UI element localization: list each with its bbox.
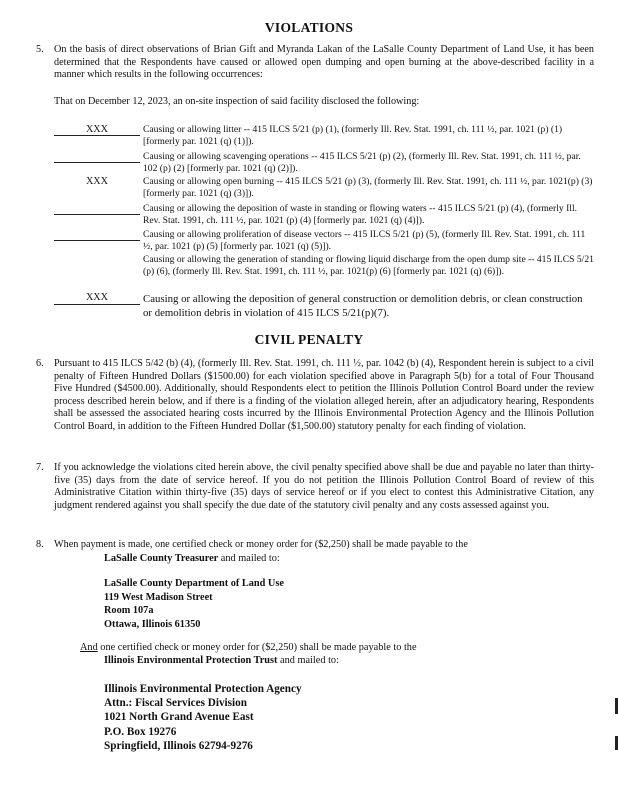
payee-line [104,654,339,668]
payee-line [104,552,280,566]
violations-heading: VIOLATIONS [264,20,354,35]
and-word: And [80,642,98,653]
paragraph-number: 7. [36,462,44,473]
inspection-line: That on December 12, 2023, an on-site inspection of said facility disclosed the following: [54,96,420,107]
address-line: Room 107a [104,605,154,617]
address-line: Ottawa, Illinois 61350 [104,618,201,630]
violation-mark [54,229,140,241]
violation-text: Causing or allowing the generation of standing or flowing liquid discharge from the open dump site -- 415 ILCS 5/21 (p) (6), (formerly Ill. Rev. Stat. 1991, ch. 111 ½, par. 1021(p) (6) [formerly par. 1021 (q) (6)]). [143,254,594,277]
violation-text: Causing or allowing open burning -- 415 ILCS 5/21 (p) (3), (formerly Ill. Rev. Stat. 1991, ch. 111 ½, par. 1021(p) (3) [formerly par. 1021 (q) (3)]). [143,176,593,199]
paragraph-7: If you acknowledge the violations cited herein above, the civil penalty specified above shall be due and payable no later than thirty-five (35) days from the date of service hereof. If you do not petition the Illinois Pollution Control Board of review of this Administrative Citation within thirty-five (35) days of service hereof or if you elect to contest this Administrative Citation, any judgment rendered against you shall specify the due date of the statutory civil penalty and any costs assessed against you. [54,462,594,511]
payee-1: LaSalle County Treasurer [104,553,219,564]
paragraph-number: 6. [36,358,44,369]
mailing-address-2 [104,682,302,753]
payee-1-suffix: and mailed to: [218,553,280,564]
paragraph-5: On the basis of direct observations of Brian Gift and Myranda Lakan of the LaSalle County Department of Land Use, it has been determined that the Respondents have caused or allowed open dumping and open burning at the above-described facility in a manner which results in the following occurrences: [54,44,594,81]
address-line: Springfield, Illinois 62794-9276 [104,739,253,752]
paragraph-6: Pursuant to 415 ILCS 5/42 (b) (4), (formerly Ill. Rev. Stat. 1991, ch. 111 ½, par. 1042 (b) (4), Respondent herein is subject to a civil penalty of Fifteen Hundred Dollars ($1500.00) for each violation specified above in Paragraph 5(b) for a total of Four Thousand Five Hundred ($4500.00). Additionally, should Respondents elect to petition the Illinois Pollution Control Board under the review process described herein below, and if there is a finding of the violation alleged herein, after an adjudicatory hearing, Respondents shall be assessed the associated hearing costs incurred by the Illinois Environmental Protection Agency and the Illinois Pollution Control Board, in addition to the Fifteen Hundred Dollar ($1,500.00) statutory penalty for each finding of violation. [54,358,594,432]
civil-penalty-heading: CIVIL PENALTY [254,332,364,347]
violation-mark: XXX [54,124,140,136]
address-line: LaSalle County Department of Land Use [104,578,284,589]
violation-text: Causing or allowing the deposition of waste in standing or flowing waters -- 415 ILCS 5/21 (p) (4), (formerly Ill. Rev. Stat. 1991, ch. 111 ½, par. 1021 (p) (4) [formerly par. 1021 (q) (4)]). [143,203,578,226]
violation-mark [54,203,140,215]
violation-text: Causing or allowing scavenging operations -- 415 ILCS 5/21 (p) (2), (formerly Ill. Rev. Stat. 1991, ch. 111 ½, par. 102 (p) (2) [formerly par. 1021 (q) (2)]). [143,151,581,174]
and-line-text: one certified check or money order for ($2,250) shall be made payable to the [97,642,417,653]
violation-mark: XXX [54,292,140,305]
payee-2-suffix: and mailed to: [277,655,339,666]
violation-mark [54,151,140,163]
address-line: Illinois Environmental Protection Agency [104,683,302,695]
address-line: 119 West Madison Street [104,591,213,603]
paragraph-number: 8. [36,539,44,550]
paragraph-8-line: When payment is made, one certified check or money order for ($2,250) shall be made payable to the [54,539,468,550]
payee-2: Illinois Environmental Protection Trust [104,655,278,666]
violation-text: Causing or allowing litter -- 415 ILCS 5/21 (p) (1), (formerly Ill. Rev. Stat. 1991, ch. 111 ½, par. 1021 (p) (1) [formerly par. 1021 (q) (1)]). [143,124,563,147]
and-line [80,641,600,655]
paragraph-number: 5. [36,44,44,55]
address-line: P.O. Box 19276 [104,725,177,738]
violation-text: Causing or allowing proliferation of disease vectors -- 415 ILCS 5/21 (p) (5), (formerly Ill. Rev. Stat. 1991, ch. 111 ½, par. 1021 (p) (5) [formerly par. 1021 (q) (5)]). [143,229,586,252]
address-line: Attn.: Fiscal Services Division [104,697,247,710]
address-line: 1021 North Grand Avenue East [104,711,254,724]
mailing-address-1 [104,577,284,631]
violation-text: Causing or allowing the deposition of general construction or demolition debris, or clean construction or demolition debris in violation of 415 ILCS 5/21(p)(7). [143,293,583,319]
violation-mark: XXX [85,176,109,187]
